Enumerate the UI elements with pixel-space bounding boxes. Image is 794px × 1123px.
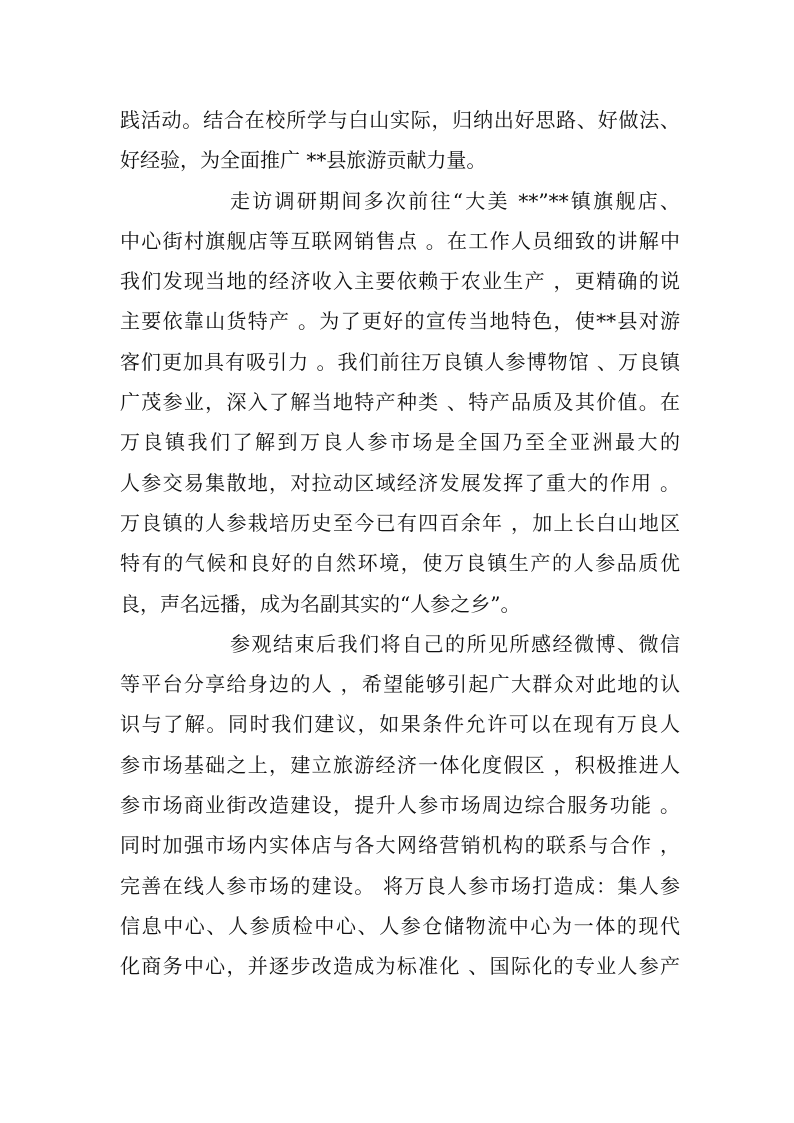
paragraph [120,181,680,624]
text-line: 同时加强市场内实体店与各大网络营销机构的联系与合作 ， [120,833,680,858]
text-line: 参观结束后我们将自己的所见所感经微博、微信 [230,631,680,656]
paragraph [120,624,680,987]
text-line: 识与了解。同时我们建议，如果条件允许可以在现有万良人 [120,712,680,737]
text-line: 主要依靠山货特产 。为了更好的宣传当地特色，使**县对游 [120,309,680,334]
text-line: 完善在线人参市场的建设。 将万良人参市场打造成：集人参 [120,873,680,898]
paragraph [120,100,680,181]
text-line: 信息中心、人参质检中心、人参仓储物流中心为一体的现代 [120,913,680,938]
text-line: 我们发现当地的经济收入主要依赖于农业生产 ，更精确的说 [120,269,680,294]
text-line: 良，声名远播，成为名副其实的“人参之乡”。 [120,591,521,616]
text-line: 等平台分享给身边的人 ，希望能够引起广大群众对此地的认 [120,672,680,697]
text-line: 客们更加具有吸引力 。我们前往万良镇人参博物馆 、万良镇 [120,349,680,374]
text-line: 特有的气候和良好的自然环境，使万良镇生产的人参品质优 [120,551,680,576]
text-line: 万良镇的人参栽培历史至今已有四百余年 ，加上长白山地区 [120,510,680,535]
text-line: 参市场商业街改造建设，提升人参市场周边综合服务功能 。 [120,793,680,818]
text-line: 参市场基础之上，建立旅游经济一体化度假区 ，积极推进人 [120,752,680,777]
text-line: 走访调研期间多次前往“大美 **”**镇旗舰店、 [230,188,680,213]
text-line: 中心街村旗舰店等互联网销售点 。在工作人员细致的讲解中 [120,228,680,253]
text-line: 人参交易集散地，对拉动区域经济发展发挥了重大的作用 。 [120,470,680,495]
text-line: 践活动。结合在校所学与白山实际，归纳出好思路、好做法、 [120,108,680,132]
text-line: 广茂参业，深入了解当地特产种类 、特产品质及其价值。在 [120,390,680,415]
text-line: 好经验，为全面推广 **县旅游贡献力量。 [120,148,487,173]
text-line: 化商务中心，并逐步改造成为标准化 、国际化的专业人参产 [120,954,680,979]
body-text [120,100,680,987]
text-line: 万良镇我们了解到万良人参市场是全国乃至全亚洲最大的 [120,430,680,455]
